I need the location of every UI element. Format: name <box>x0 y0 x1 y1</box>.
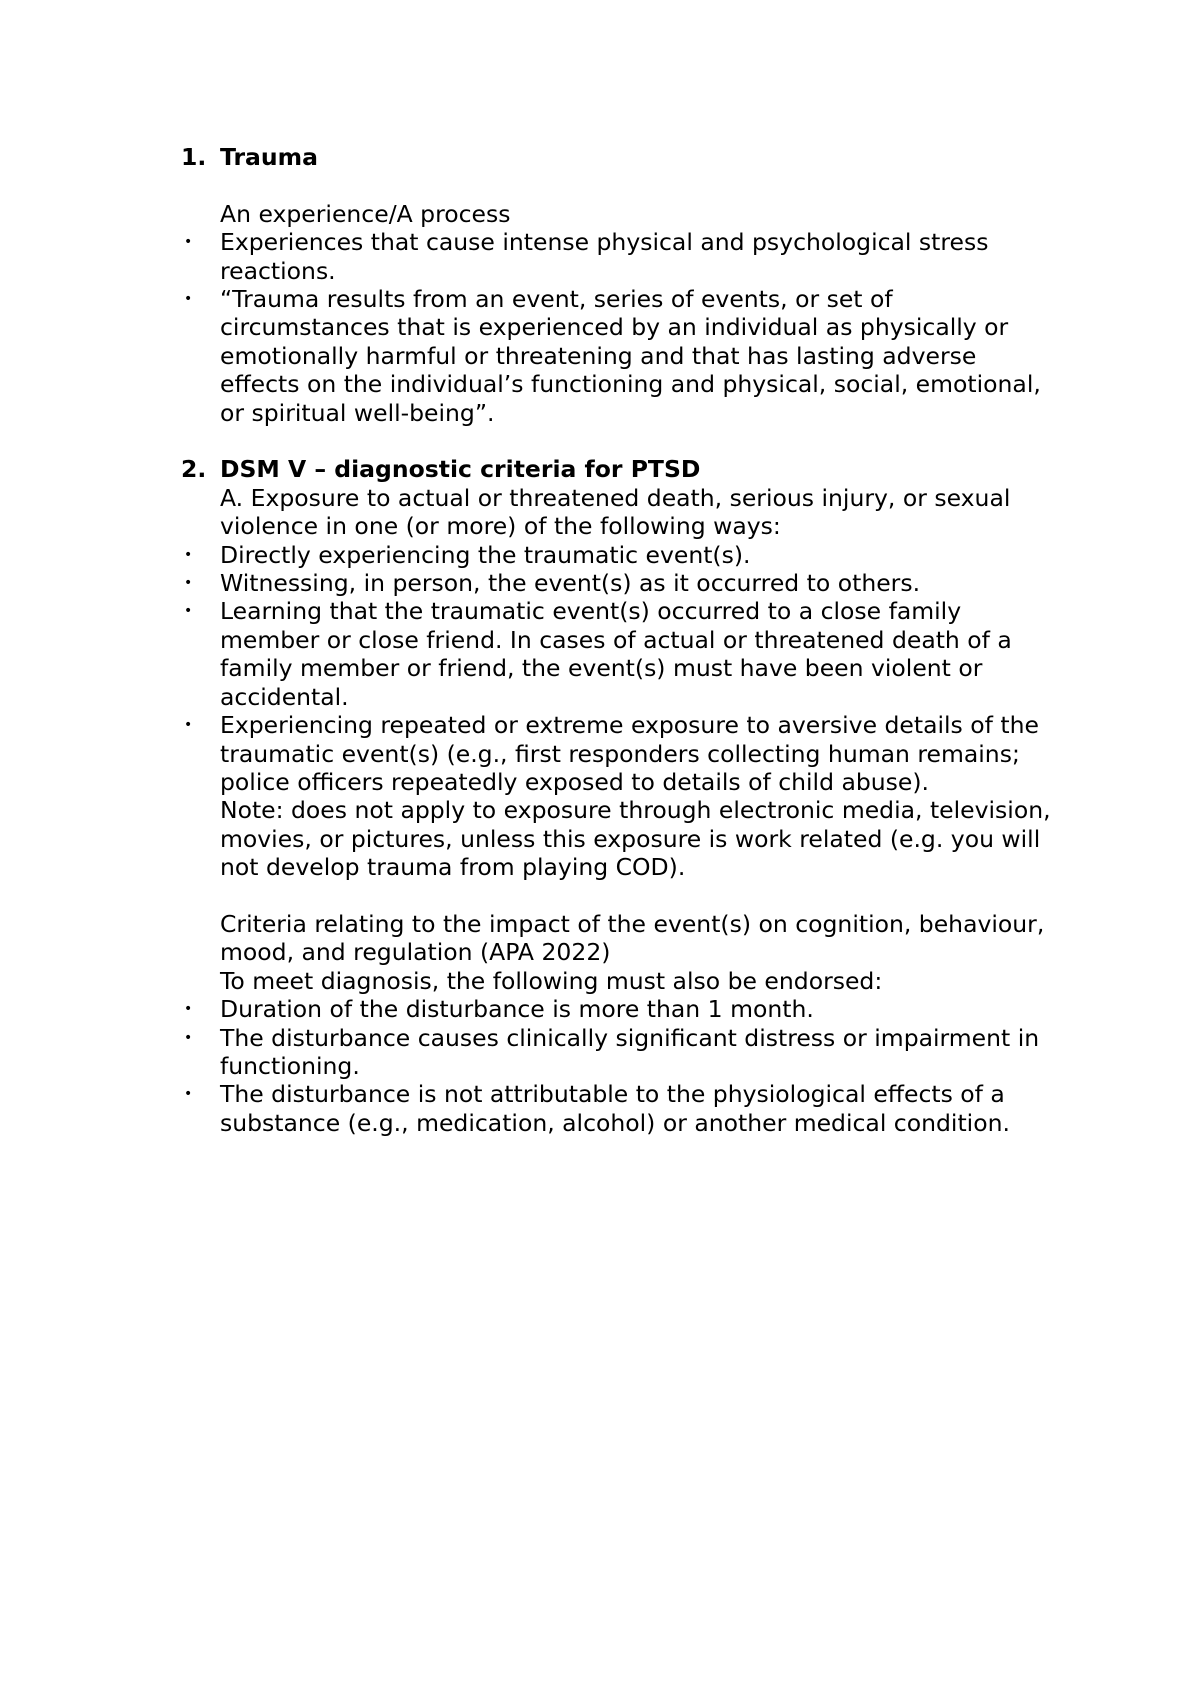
list-item-text: Directly experiencing the traumatic event(s). <box>220 540 751 569</box>
list-item <box>181 569 1061 597</box>
spacer <box>181 882 1061 910</box>
section-2-number: 2. <box>181 455 207 484</box>
bullet-icon: • <box>184 717 193 734</box>
list-item <box>181 711 1061 796</box>
list-item <box>181 995 1061 1023</box>
section-1-title: Trauma <box>220 143 318 171</box>
list-item <box>181 541 1061 569</box>
bullet-icon: • <box>184 1086 193 1103</box>
section-1-number: 1. <box>181 143 207 171</box>
bullet-icon: • <box>184 1001 193 1018</box>
list-item <box>181 597 1061 711</box>
list-item <box>181 285 1061 427</box>
section-1-intro: An experience/A process <box>220 199 511 228</box>
bullet-icon: • <box>184 575 193 592</box>
list-item <box>181 1024 1061 1081</box>
list-item-text: Experiences that cause intense physical and psychological stress reactions. <box>220 228 989 285</box>
to-meet-diagnosis-text: To meet diagnosis, the following must also be endorsed: <box>220 966 883 995</box>
list-item <box>181 1080 1061 1137</box>
note-text: Note: does not apply to exposure through electronic media, television, movies, or pictures, unless this exposure is work related (e.g. you will not develop trauma from playing COD). <box>220 796 1051 882</box>
section-2-title: DSM V – diagnostic criteria for PTSD <box>220 455 701 484</box>
list-item <box>181 228 1061 285</box>
section-1-heading <box>181 143 1061 171</box>
list-item-text: The disturbance is not attributable to the physiological effects of a substance (e.g., medication, alcohol) or another medical condition. <box>220 1080 1010 1137</box>
bullet-icon: • <box>184 546 193 563</box>
list-item-text: The disturbance causes clinically significant distress or impairment in functioning. <box>220 1023 1040 1080</box>
list-item-text: Duration of the disturbance is more than 1 month. <box>220 995 814 1024</box>
document-content <box>181 143 1061 1137</box>
bullet-icon: • <box>184 603 193 620</box>
list-item-text: “Trauma results from an event, series of events, or set of circumstances that is experienced by an individual as physically or emotionally harmful or threatening and that has lasting adverse effects on the individual’s functioning and physical, social, emotional, or spiritual well-being”. <box>220 285 1041 427</box>
bullet-icon: • <box>184 1029 193 1046</box>
list-item-text: Experiencing repeated or extreme exposure to aversive details of the traumatic event(s) (e.g., first responders collecting human remains; police officers repeatedly exposed to details of child abuse). <box>220 711 1039 796</box>
bullet-icon: • <box>184 234 193 251</box>
spacer <box>181 171 1061 199</box>
criterion-a-text: A. Exposure to actual or threatened death, serious injury, or sexual violence in one (or more) of the following ways: <box>220 483 1011 541</box>
spacer <box>181 427 1061 455</box>
list-item-text: Witnessing, in person, the event(s) as it occurred to others. <box>220 569 921 598</box>
criteria-impact-text: Criteria relating to the impact of the event(s) on cognition, behaviour, mood, and regulation (APA 2022) <box>220 909 1045 967</box>
section-2-heading <box>181 455 1061 483</box>
list-item-text: Learning that the traumatic event(s) occurred to a close family member or close friend. In cases of actual or threatened death of a family member or friend, the event(s) must have been violent or accidental. <box>220 597 1012 711</box>
bullet-icon: • <box>184 291 193 308</box>
